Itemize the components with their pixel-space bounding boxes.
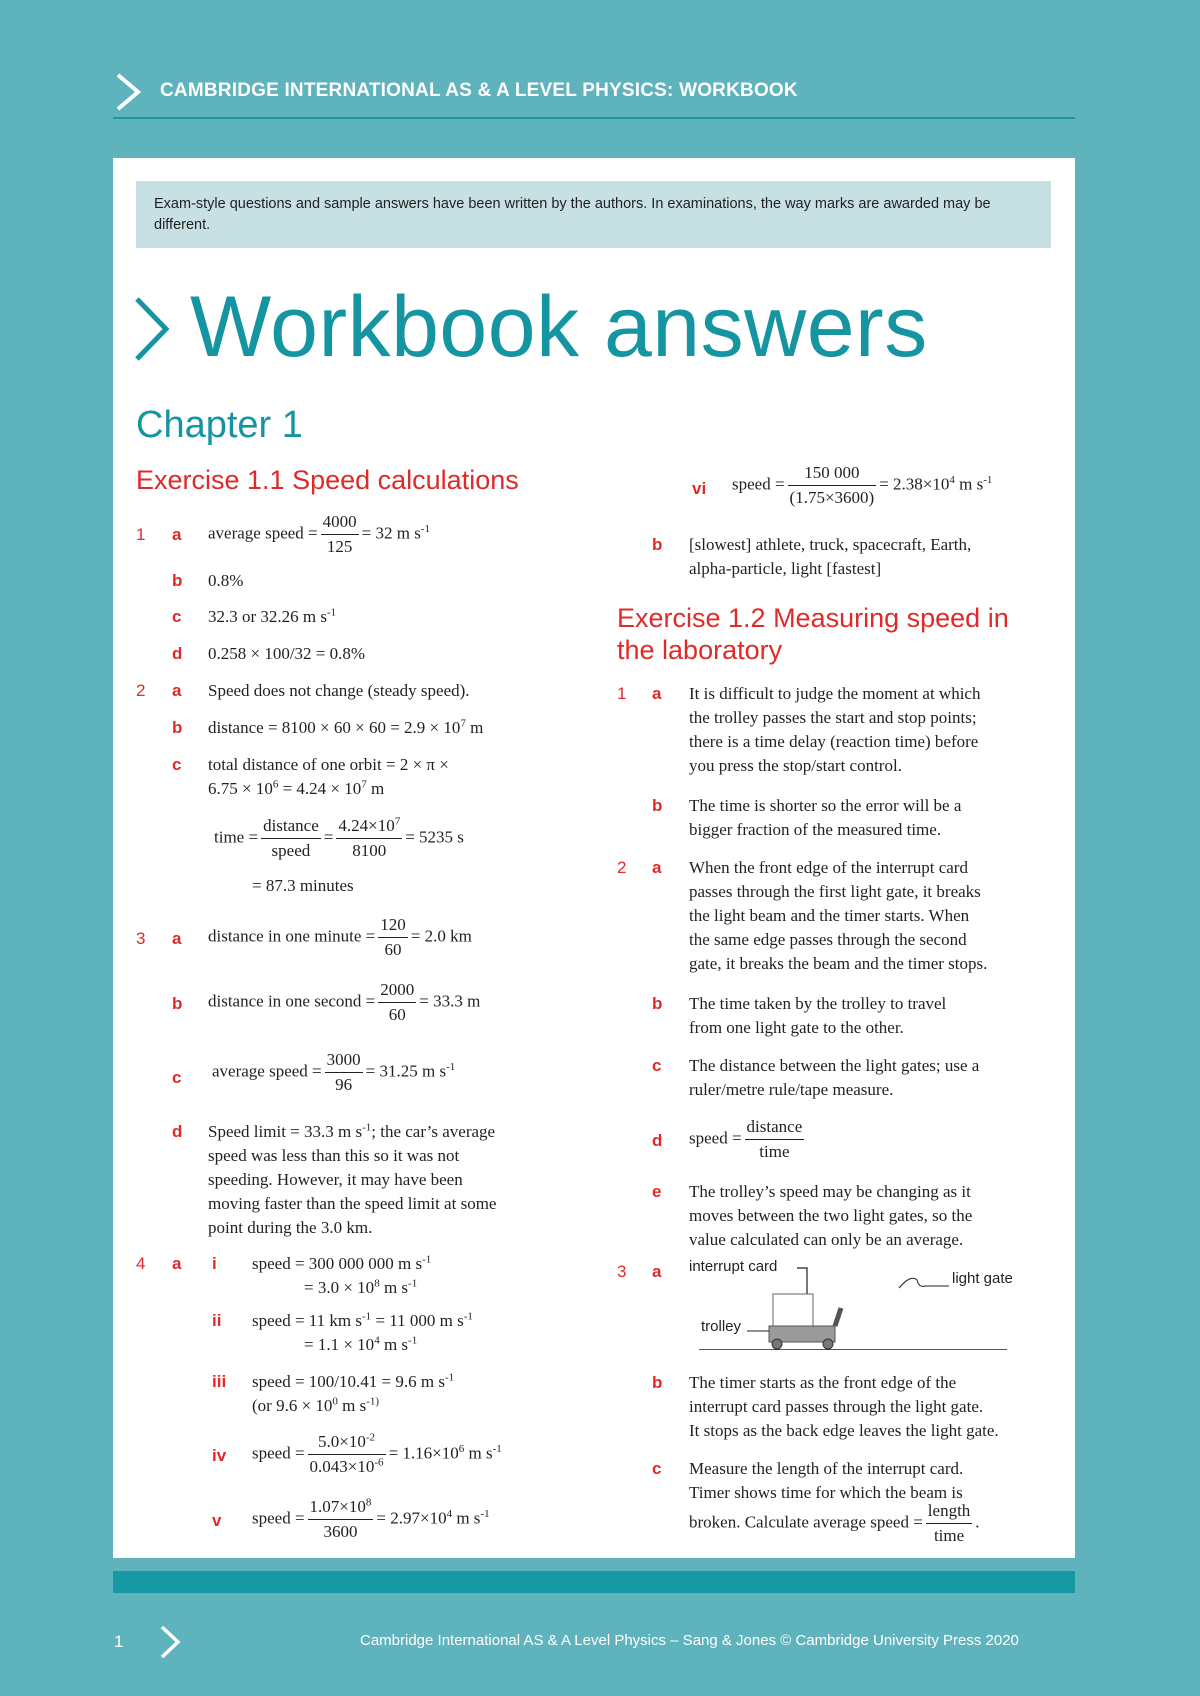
- part-letter: e: [652, 1182, 662, 1201]
- exercise-1-2-title: Exercise 1.2 Measuring speed in the laboratory: [617, 603, 1009, 665]
- answer-4avi: speed = $\frac{150 000}{(1.75\times 3600)}$ = $2.38\times 10^4$ m $s^{-1}$: [732, 463, 993, 507]
- page-number: 1: [114, 1632, 124, 1651]
- answer-2c-minutes: = 87.3 minutes: [252, 876, 354, 895]
- answer-4ai: speed = 300 000 000 m $s^{-1}$ = $3.0 \times 10^8$ m $s^{-1}$: [252, 1253, 432, 1297]
- answer-3d: Speed limit = 33.3 m $s^{-1}$; the car’s average speed was less than this so it was not speeding. However, it may have been moving faster than the speed limit at some point during the 3.0 km.: [208, 1121, 497, 1237]
- part-roman: iii: [212, 1372, 227, 1391]
- part-letter: d: [172, 1122, 183, 1141]
- question-number: 2: [617, 858, 627, 877]
- trolley-drawing: [689, 1258, 1019, 1350]
- part-letter: a: [652, 858, 662, 877]
- answer-2a: Speed does not change (steady speed).: [208, 681, 470, 700]
- part-letter: c: [172, 1068, 182, 1087]
- part-letter: b: [172, 718, 183, 737]
- answer-4b: [slowest] athlete, truck, spacecraft, Earth, alpha-particle, light [fastest]: [689, 535, 972, 578]
- part-roman: v: [212, 1511, 222, 1530]
- part-letter: b: [652, 535, 663, 554]
- question-number: 3: [617, 1262, 627, 1281]
- part-roman: vi: [692, 479, 707, 498]
- part-letter: d: [172, 644, 183, 663]
- part-letter: b: [172, 571, 183, 590]
- question-number: 3: [136, 929, 146, 948]
- part-letter: c: [652, 1459, 662, 1478]
- answer-2c-time: time = $\frac{\text{distance}}{\text{speed}}$ = $\frac{4.24\times 10^7}{8100}$ = 5235 s: [214, 815, 464, 860]
- header-title: CAMBRIDGE INTERNATIONAL AS & A LEVEL PHYSICS: WORKBOOK: [160, 80, 798, 101]
- part-letter: c: [172, 755, 182, 774]
- answer-1d: 0.258 × 100/32 = 0.8%: [208, 644, 366, 663]
- answer-2b: distance = $8100 \times 60 \times 60 = 2.9 \times 10^7$ m: [208, 717, 484, 737]
- part-letter: b: [172, 994, 183, 1013]
- answer-1c: 32.3 or 32.26 m $s^{-1}$: [208, 606, 337, 626]
- part-letter: a: [172, 929, 182, 948]
- footer-bar: [113, 1571, 1075, 1593]
- answer-4aiii: speed = 100/10.41 = 9.6 m $s^{-1}$ (or $9.6 \times 10^0$ m $s^{-1)}$: [252, 1371, 455, 1415]
- answer-1-2-2c: The distance between the light gates; use a ruler/metre rule/tape measure.: [689, 1056, 980, 1099]
- part-roman: iv: [212, 1446, 227, 1465]
- answer-1a: average speed = $\frac{4000}{125}$ = 32 m $s^{-1}$: [208, 512, 430, 556]
- answer-1-2-3b: The timer starts as the front edge of the interrupt card passes through the light gate. It stops as the back edge leaves the light gate.: [689, 1373, 999, 1440]
- part-letter: c: [652, 1056, 662, 1075]
- part-letter: d: [652, 1131, 663, 1150]
- part-letter: a: [172, 1254, 182, 1273]
- header-rule: [113, 117, 1075, 119]
- trolley-label: trolley: [701, 1318, 742, 1335]
- exam-notice: Exam-style questions and sample answers have been written by the authors. In examinations, the way marks are awarded may be different.: [136, 181, 1051, 248]
- answer-1-2-1b: The time is shorter so the error will be a bigger fraction of the measured time.: [689, 796, 962, 839]
- part-roman: i: [212, 1254, 217, 1273]
- answer-3a: distance in one minute = $\frac{120}{60}$ = 2.0 km: [208, 915, 472, 959]
- exercise-1-1-title: Exercise 1.1 Speed calculations: [136, 465, 519, 495]
- part-letter: c: [172, 607, 182, 626]
- header-chevron-icon: [112, 72, 146, 112]
- answer-1-2-3c: Measure the length of the interrupt card. Timer shows time for which the beam is broken. Calculate average speed = $\frac{\text{length}}{\text{time}}$ .: [689, 1459, 980, 1545]
- answer-1b: 0.8%: [208, 571, 244, 590]
- answer-1-2-2e: The trolley’s speed may be changing as it moves between the two light gates, so the value calculated can only be an average.: [689, 1182, 973, 1249]
- part-letter: b: [652, 1373, 663, 1392]
- interrupt-card-label: interrupt card: [689, 1258, 778, 1275]
- part-letter: b: [652, 994, 663, 1013]
- trolley-diagram: [689, 1258, 1019, 1350]
- answer-1-2-1a: It is difficult to judge the moment at which the trolley passes the start and stop points; there is a time delay (reaction time) before you press the stop/start control.: [689, 684, 981, 775]
- part-roman: ii: [212, 1311, 222, 1330]
- answer-1-2-2d: speed = $\frac{\text{distance}}{\text{time}}$: [689, 1117, 803, 1161]
- answer-3c: average speed = $\frac{3000}{96}$ = 31.25 m $s^{-1}$: [212, 1050, 456, 1094]
- light-gate-label: light gate: [952, 1270, 1013, 1287]
- answer-4aii: speed = 11 km $s^{-1} = 11$ 000 m $s^{-1}$ = $1.1 \times 10^4$ m $s^{-1}$: [252, 1310, 473, 1354]
- part-letter: b: [652, 796, 663, 815]
- question-number: 1: [617, 684, 627, 703]
- footer-chevron-icon: [158, 1624, 182, 1660]
- title-chevron-icon: [133, 296, 171, 362]
- answer-2c-line1: total distance of one orbit = 2 × π ×: [208, 755, 449, 774]
- question-number: 2: [136, 681, 146, 700]
- question-number: 1: [136, 525, 146, 544]
- answer-1-2-2b: The time taken by the trolley to travel from one light gate to the other.: [689, 994, 947, 1037]
- chapter-heading: Chapter 1: [136, 404, 303, 446]
- part-letter: a: [652, 684, 662, 703]
- part-letter: a: [172, 681, 182, 700]
- question-number: 4: [136, 1254, 146, 1273]
- part-letter: a: [652, 1262, 662, 1281]
- answer-1-2-2a: When the front edge of the interrupt card passes through the first light gate, it breaks the light beam and the timer starts. When the same edge passes through the second gate, it breaks the beam and the timer stops.: [689, 858, 988, 973]
- part-letter: a: [172, 525, 182, 544]
- answer-2c-line2: $6.75 \times 10^6 = 4.24 \times 10^7$ m: [208, 778, 385, 798]
- answer-3b: distance in one second = $\frac{2000}{60}$ = 33.3 m: [208, 980, 481, 1024]
- answer-4aiv: speed = $\frac{5.0\times 10^{-2}}{0.043\times 10^{-6}}$ = $1.16\times 10^6$ m $s^{-1}$: [252, 1431, 502, 1476]
- answer-4av: speed = $\frac{1.07\times 10^8}{3600}$ = $2.97\times 10^4$ m $s^{-1}$: [252, 1496, 490, 1541]
- footer-copyright: Cambridge International AS & A Level Physics – Sang & Jones © Cambridge University Press 2020: [360, 1632, 1019, 1649]
- page-title: Workbook answers: [190, 279, 928, 375]
